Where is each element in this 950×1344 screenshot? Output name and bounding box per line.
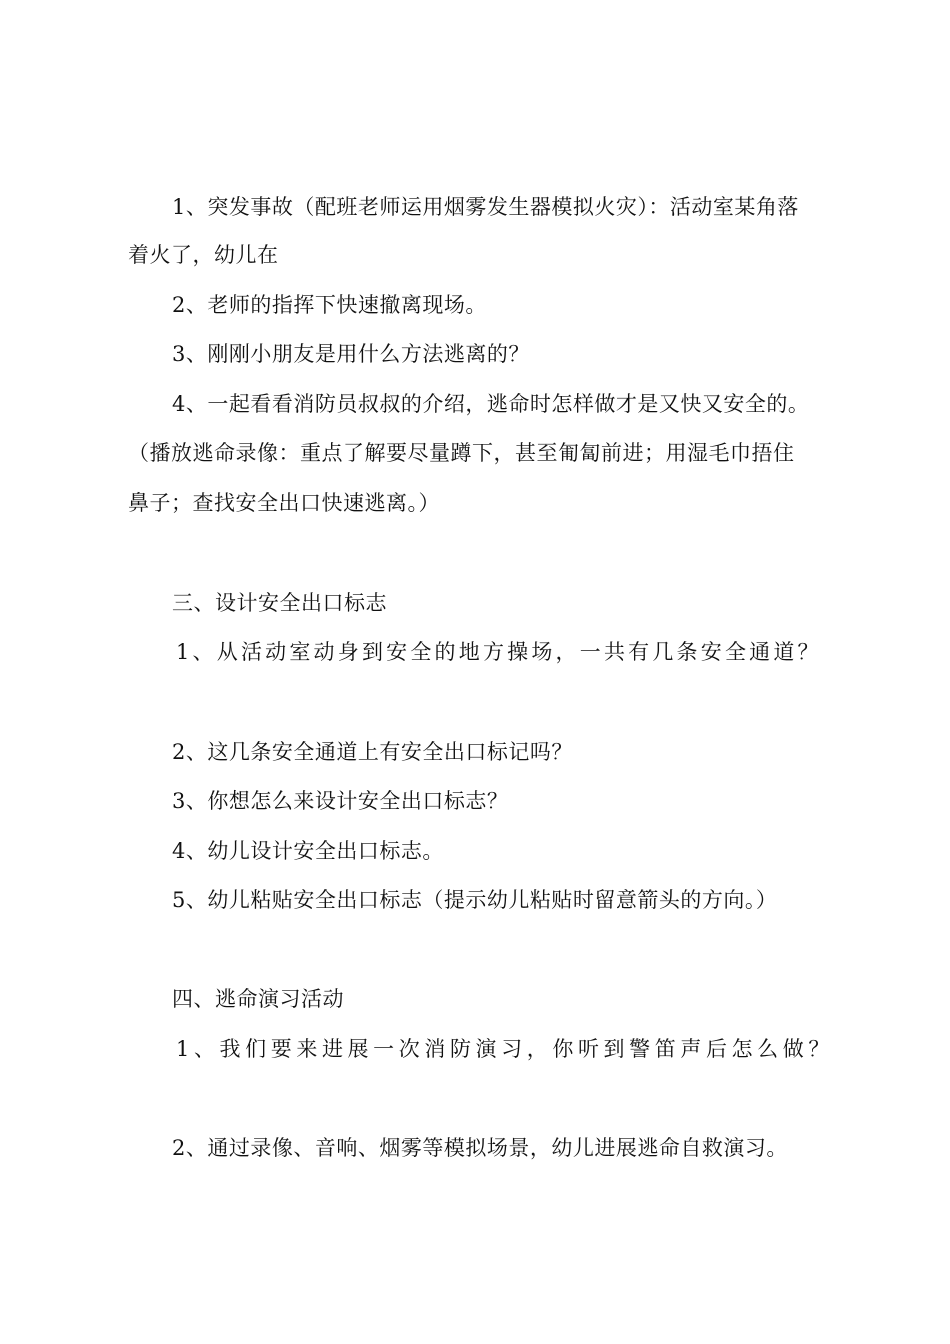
section-heading: 三、设计安全出口标志 [172, 591, 387, 615]
paragraph-line: 5、幼儿粘贴安全出口标志（提示幼儿粘贴时留意箭头的方向。） [172, 888, 778, 912]
section-heading: 四、逃命演习活动 [172, 987, 344, 1011]
paragraph-line: 3、你想怎么来设计安全出口标志？ [172, 789, 509, 813]
paragraph-line: 1、突发事故（配班老师运用烟雾发生器模拟火灾）：活动室某角落 [172, 195, 799, 219]
paragraph-line: 着火了，幼儿在 [128, 243, 279, 267]
paragraph-line: 2、这几条安全通道上有安全出口标记吗？ [172, 740, 573, 764]
paragraph-line: （播放逃命录像：重点了解要尽量蹲下，甚至匍匐前进；用湿毛巾捂住 [128, 441, 795, 465]
paragraph-line: 鼻子；查找安全出口快速逃离。） [128, 491, 440, 515]
paragraph-line: 1、我们要来进展一次消防演习，你听到警笛声后怎么做？ [176, 1037, 834, 1061]
paragraph-line: 3、刚刚小朋友是用什么方法逃离的？ [172, 342, 530, 366]
paragraph-line: 4、幼儿设计安全出口标志。 [172, 839, 444, 863]
paragraph-line: 4、一起看看消防员叔叔的介绍，逃命时怎样做才是又快又安全的。 [172, 392, 810, 416]
paragraph-line: 2、老师的指挥下快速撤离现场。 [172, 293, 487, 317]
paragraph-line: 2、通过录像、音响、烟雾等模拟场景，幼儿进展逃命自救演习。 [172, 1136, 788, 1160]
paragraph-line: 1、从活动室动身到安全的地方操场，一共有几条安全通道？ [176, 640, 822, 664]
